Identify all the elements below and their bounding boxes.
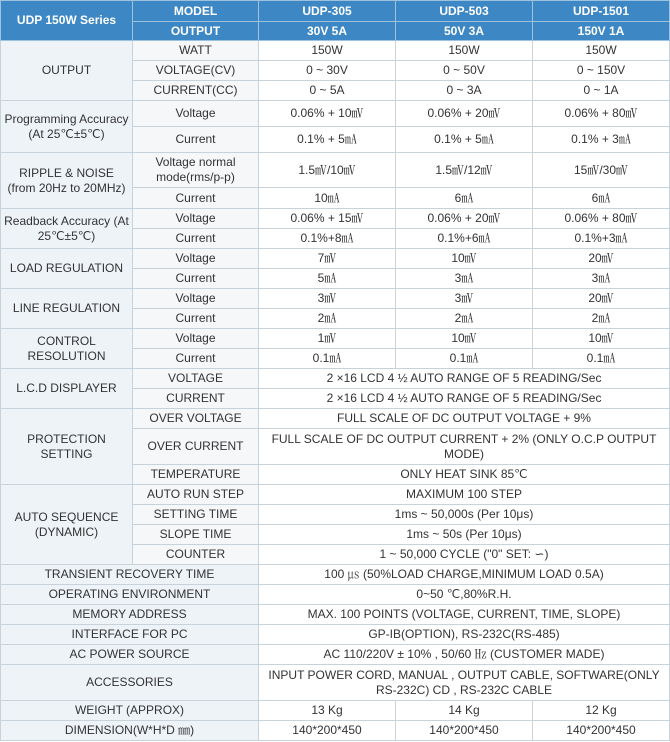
cell: 0.1% + 3㎃ [533, 127, 670, 153]
row-label: SETTING TIME [133, 505, 259, 525]
cell: 0 ~ 3A [396, 81, 533, 101]
cell: 150W [533, 41, 670, 61]
cell: 0 ~ 150V [533, 61, 670, 81]
group-control-resolution: CONTROL RESOLUTION [1, 329, 133, 369]
cell: 1ms ~ 50s (Per 10μs) [259, 525, 670, 545]
cell: 2 ×16 LCD 4 ½ AUTO RANGE OF 5 READING/Sec [259, 369, 670, 389]
row-label: Voltage [133, 329, 259, 349]
cell: 150W [259, 41, 396, 61]
cell: 1㎷ [259, 329, 396, 349]
row-label: Current [133, 349, 259, 369]
row-label: Voltage [133, 101, 259, 127]
cell: 7㎷ [259, 249, 396, 269]
group-ripple-noise: RIPPLE & NOISE (from 20Hz to 20MHz) [1, 153, 133, 209]
cell: 10㎷ [396, 329, 533, 349]
cell: 0.06% + 10㎷ [259, 101, 396, 127]
row-label: OVER CURRENT [133, 429, 259, 465]
model-udp-1501: UDP-1501 [533, 1, 670, 22]
cell: 10㎃ [259, 188, 396, 209]
group-auto-sequence: AUTO SEQUENCE (DYNAMIC) [1, 485, 133, 565]
group-programming-accuracy: Programming Accuracy (At 25℃±5℃) [1, 101, 133, 153]
cell: 0.1㎃ [533, 349, 670, 369]
output-udp-305: 30V 5A [259, 22, 396, 41]
row-label: AC POWER SOURCE [1, 645, 259, 665]
row-label: WATT [133, 41, 259, 61]
cell: 5㎃ [259, 269, 396, 289]
cell: 6㎃ [396, 188, 533, 209]
cell: 0 ~ 5A [259, 81, 396, 101]
row-label: Current [133, 127, 259, 153]
row-label: SLOPE TIME [133, 525, 259, 545]
cell: 0.1%+3㎃ [533, 229, 670, 249]
cell: 0 ~ 50V [396, 61, 533, 81]
cell: 13 Kg [259, 701, 396, 721]
cell: AC 110/220V ± 10% , 50/60 ㎐ (CUSTOMER MADE) [259, 645, 670, 665]
cell: 0.1㎃ [259, 349, 396, 369]
cell: 140*200*450 [533, 721, 670, 741]
row-label: Current [133, 269, 259, 289]
row-label: Current [133, 229, 259, 249]
cell: 2㎃ [396, 309, 533, 329]
cell: 20㎷ [533, 289, 670, 309]
cell: 0.1%+8㎃ [259, 229, 396, 249]
cell: 3㎷ [396, 289, 533, 309]
cell: 0~50 ℃,80%R.H. [259, 585, 670, 605]
row-label: VOLTAGE(CV) [133, 61, 259, 81]
cell: 10㎷ [533, 329, 670, 349]
cell: 1 ~ 50,000 CYCLE ("0" SET: ∽) [259, 545, 670, 565]
cell: 15㎷/30㎷ [533, 153, 670, 188]
output-udp-1501: 150V 1A [533, 22, 670, 41]
group-lcd-displayer: L.C.D DISPLAYER [1, 369, 133, 409]
row-label: OVER VOLTAGE [133, 409, 259, 429]
cell: ONLY HEAT SINK 85℃ [259, 465, 670, 485]
cell: 1.5㎷/10㎷ [259, 153, 396, 188]
cell: 0.06% + 15㎷ [259, 209, 396, 229]
cell: 2㎃ [533, 309, 670, 329]
row-label: TEMPERATURE [133, 465, 259, 485]
model-label: MODEL [133, 1, 259, 22]
series-title: UDP 150W Series [1, 1, 133, 41]
row-label: Voltage [133, 209, 259, 229]
row-label: Current [133, 188, 259, 209]
cell: 3㎃ [533, 269, 670, 289]
cell: GP-IB(OPTION), RS-232C(RS-485) [259, 625, 670, 645]
output-label: OUTPUT [133, 22, 259, 41]
cell: 0.06% + 80㎷ [533, 209, 670, 229]
cell: 12 Kg [533, 701, 670, 721]
cell: 3㎷ [259, 289, 396, 309]
cell: 6㎃ [533, 188, 670, 209]
cell: 3㎃ [396, 269, 533, 289]
row-label: Current [133, 309, 259, 329]
group-readback-accuracy: Readback Accuracy (At 25℃±5℃) [1, 209, 133, 249]
cell: 150W [396, 41, 533, 61]
cell: 1.5㎷/12㎷ [396, 153, 533, 188]
cell: 14 Kg [396, 701, 533, 721]
row-label: ACCESSORIES [1, 665, 259, 701]
cell: 140*200*450 [396, 721, 533, 741]
row-label: WEIGHT (APPROX) [1, 701, 259, 721]
row-label: TRANSIENT RECOVERY TIME [1, 565, 259, 585]
cell: 140*200*450 [259, 721, 396, 741]
group-output: OUTPUT [1, 41, 133, 101]
cell: 0 ~ 30V [259, 61, 396, 81]
cell: 1ms ~ 50,000s (Per 10μs) [259, 505, 670, 525]
cell: 100 ㎲ (50%LOAD CHARGE,MINIMUM LOAD 0.5A) [259, 565, 670, 585]
row-label: CURRENT [133, 389, 259, 409]
cell: 2㎃ [259, 309, 396, 329]
model-udp-305: UDP-305 [259, 1, 396, 22]
cell: 0.06% + 20㎷ [396, 101, 533, 127]
row-label: Voltage [133, 289, 259, 309]
output-udp-503: 50V 3A [396, 22, 533, 41]
cell: FULL SCALE OF DC OUTPUT VOLTAGE + 9% [259, 409, 670, 429]
cell: 0.1㎃ [396, 349, 533, 369]
row-label: Voltage [133, 249, 259, 269]
row-label: AUTO RUN STEP [133, 485, 259, 505]
cell: 0.06% + 20㎷ [396, 209, 533, 229]
cell: 10㎷ [396, 249, 533, 269]
row-label: COUNTER [133, 545, 259, 565]
cell: MAXIMUM 100 STEP [259, 485, 670, 505]
row-label: CURRENT(CC) [133, 81, 259, 101]
row-label: VOLTAGE [133, 369, 259, 389]
cell: FULL SCALE OF DC OUTPUT CURRENT + 2% (ONLY O.C.P OUTPUT MODE) [259, 429, 670, 465]
row-label: Voltage normal mode(rms/p-p) [133, 153, 259, 188]
cell: 0 ~ 1A [533, 81, 670, 101]
row-label: MEMORY ADDRESS [1, 605, 259, 625]
cell: 20㎷ [533, 249, 670, 269]
cell: 2 ×16 LCD 4 ½ AUTO RANGE OF 5 READING/Sec [259, 389, 670, 409]
group-load-regulation: LOAD REGULATION [1, 249, 133, 289]
group-protection-setting: PROTECTION SETTING [1, 409, 133, 485]
model-udp-503: UDP-503 [396, 1, 533, 22]
group-line-regulation: LINE REGULATION [1, 289, 133, 329]
row-label: INTERFACE FOR PC [1, 625, 259, 645]
cell: INPUT POWER CORD, MANUAL , OUTPUT CABLE, SOFTWARE(ONLY RS-232C) CD , RS-232C CABLE [259, 665, 670, 701]
row-label: OPERATING ENVIRONMENT [1, 585, 259, 605]
cell: 0.1% + 5㎃ [396, 127, 533, 153]
cell: 0.1%+6㎃ [396, 229, 533, 249]
row-label: DIMENSION(W*H*D ㎜) [1, 721, 259, 741]
cell: MAX. 100 POINTS (VOLTAGE, CURRENT, TIME, SLOPE) [259, 605, 670, 625]
cell: 0.06% + 80㎷ [533, 101, 670, 127]
cell: 0.1% + 5㎃ [259, 127, 396, 153]
